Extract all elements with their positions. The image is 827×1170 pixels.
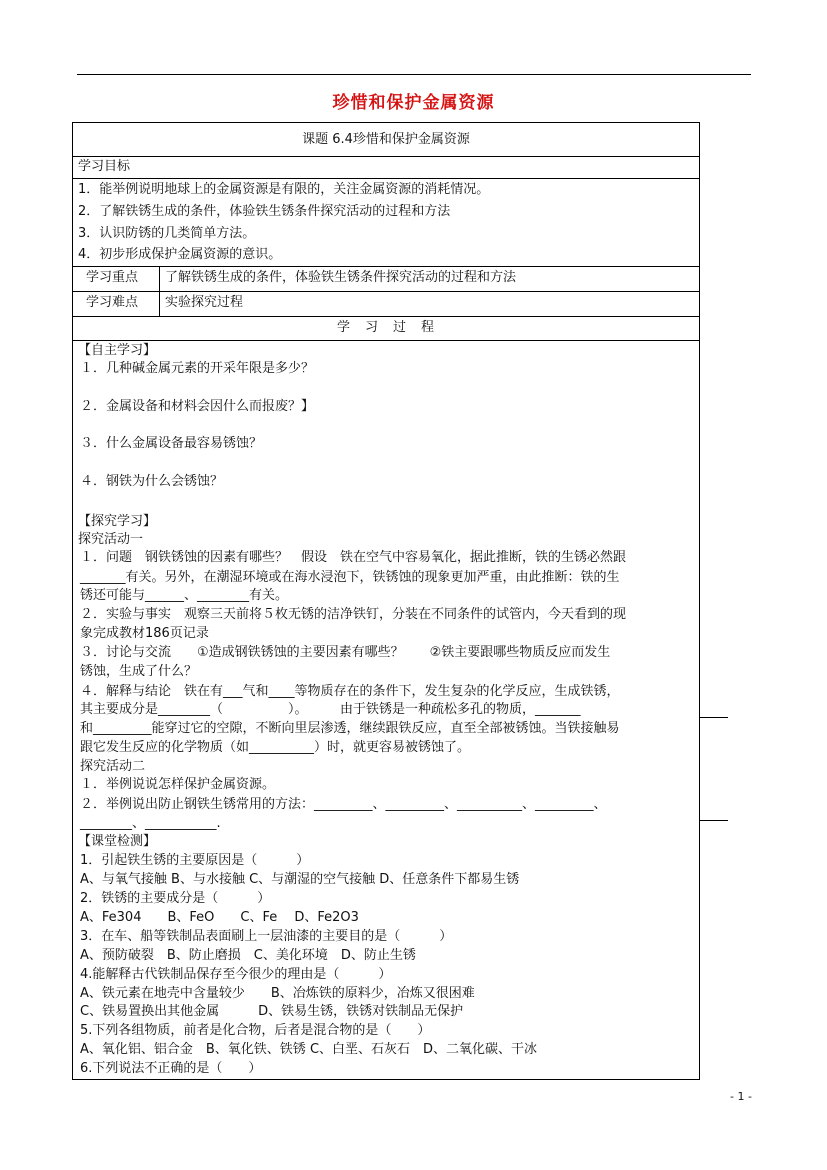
quiz-question: 4.能解释古代铁制品保存至今很少的理由是（ ） <box>80 967 392 982</box>
header-rule <box>77 74 751 75</box>
key-point-text: 了解铁锈生成的条件，体验铁生锈条件探究活动的过程和方法 <box>165 270 517 285</box>
table-divider <box>72 156 700 157</box>
section-heading: 【探究学习】 <box>78 514 157 529</box>
body-line: 锈蚀，生成了什么？ <box>80 664 198 679</box>
body-line: ２．举例说出防止钢铁生锈常用的方法：_________、_________、__________、_________、 <box>80 797 607 812</box>
table-divider <box>72 316 700 317</box>
section-heading: 【自主学习】 <box>78 343 157 358</box>
objective-item: 2．了解铁锈生成的条件，体验铁生锈条件探究活动的过程和方法 <box>78 204 451 219</box>
table-divider <box>72 291 700 292</box>
body-line: 象完成教材186页记录 <box>80 626 209 641</box>
objective-item: 4．初步形成保护金属资源的意识。 <box>78 247 282 262</box>
difficulty-text: 实验探究过程 <box>165 295 244 310</box>
section-heading: 【课堂检测】 <box>78 834 157 849</box>
body-line: 锈还可能与______、________有关。 <box>80 588 289 603</box>
quiz-options: A、预防破裂 B、防止磨损 C、美化环境 D、防止生锈 <box>80 948 416 963</box>
overflow-line <box>700 820 728 821</box>
overflow-line <box>700 717 728 718</box>
body-line: ________、___________. <box>80 816 221 831</box>
body-line: １．问题 钢铁锈蚀的因素有哪些？ 假设 铁在空气中容易氧化，据此推断，铁的生锈必然跟 <box>80 550 627 565</box>
key-point-label: 学习重点 <box>86 270 139 285</box>
body-line: 其主要成分是________（ ）。 由于铁锈是一种疏松多孔的物质，_______ <box>80 702 581 717</box>
body-line: ４．解释与结论 铁在有___气和____等物质存在的条件下，发生复杂的化学反应，生成铁锈， <box>80 684 620 699</box>
difficulty-label: 学习难点 <box>86 295 139 310</box>
activity-heading: 探究活动一 <box>78 532 144 547</box>
body-line: 和_________能穿过它的空隙，不断向里层渗透，继续跟铁反应，直至全部被锈蚀。当铁接触易 <box>80 721 620 736</box>
body-line: _______有关。另外，在潮湿环境或在海水浸泡下，铁锈蚀的现象更加严重，由此推断：铁的生 <box>80 570 620 585</box>
quiz-question: 2．铁锈的主要成分是（ ） <box>80 891 271 906</box>
table-divider <box>72 266 700 267</box>
quiz-question: 6.下列说法不正确的是（ ） <box>80 1061 262 1076</box>
table-column-divider <box>159 266 160 316</box>
question-line: ４．钢铁为什么会锈蚀？ <box>80 474 224 489</box>
body-line: １．举例说说怎样保护金属资源。 <box>80 777 276 792</box>
table-divider <box>72 178 700 179</box>
page-number: - 1 - <box>730 1090 752 1103</box>
quiz-question: 1．引起铁生锈的主要原因是（ ） <box>80 853 310 868</box>
objective-item: 1．能举例说明地球上的金属资源是有限的，关注金属资源的消耗情况。 <box>78 182 490 197</box>
quiz-options: A、与氧气接触 B、与水接触 C、与潮湿的空气接触 D、任意条件下都易生锈 <box>80 872 520 887</box>
body-line: ２．实验与事实 观察三天前将５枚无锈的洁净铁钉，分装在不同条件的试管内，今天看到的现 <box>80 607 627 622</box>
quiz-options: C、铁易置换出其他金属 D、铁易生锈，铁锈对铁制品无保护 <box>80 1004 464 1019</box>
objectives-heading: 学习目标 <box>78 159 131 174</box>
quiz-options: A、氧化铝、铝合金 B、氧化铁、铁锈 C、白垩、石灰石 D、二氧化碳、干冰 <box>80 1042 538 1057</box>
question-line: ３．什么金属设备最容易锈蚀？ <box>80 436 263 451</box>
table-divider <box>72 340 700 341</box>
quiz-question: 5.下列各组物质，前者是化合物，后者是混合物的是（ ） <box>80 1023 431 1038</box>
question-line: １．几种碱金属元素的开采年限是多少？ <box>80 361 315 376</box>
quiz-options: A、铁元素在地壳中含量较少 B、冶炼铁的原料少，冶炼又很困难 <box>80 986 475 1001</box>
quiz-question: 3．在车、船等铁制品表面刷上一层油漆的主要目的是（ ） <box>80 929 453 944</box>
quiz-options: A、Fe304 B、FeO C、Fe D、Fe2O3 <box>80 910 359 925</box>
body-line: ３．讨论与交流 ①造成钢铁锈蚀的主要因素有哪些？ ②铁主要跟哪些物质反应而发生 <box>80 645 611 660</box>
body-line: 跟它发生反应的化学物质（如__________）时，就更容易被锈蚀了。 <box>80 740 471 755</box>
subject-cell: 课题 6.4珍惜和保护金属资源 <box>302 132 470 147</box>
question-line: ２．金属设备和材料会因什么而报废？】 <box>80 399 315 414</box>
objective-item: 3．认识防锈的几类简单方法。 <box>78 226 256 241</box>
activity-heading: 探究活动二 <box>80 759 146 774</box>
document-title: 珍惜和保护金属资源 <box>332 93 495 113</box>
process-heading: 学 习 过 程 <box>336 320 435 335</box>
